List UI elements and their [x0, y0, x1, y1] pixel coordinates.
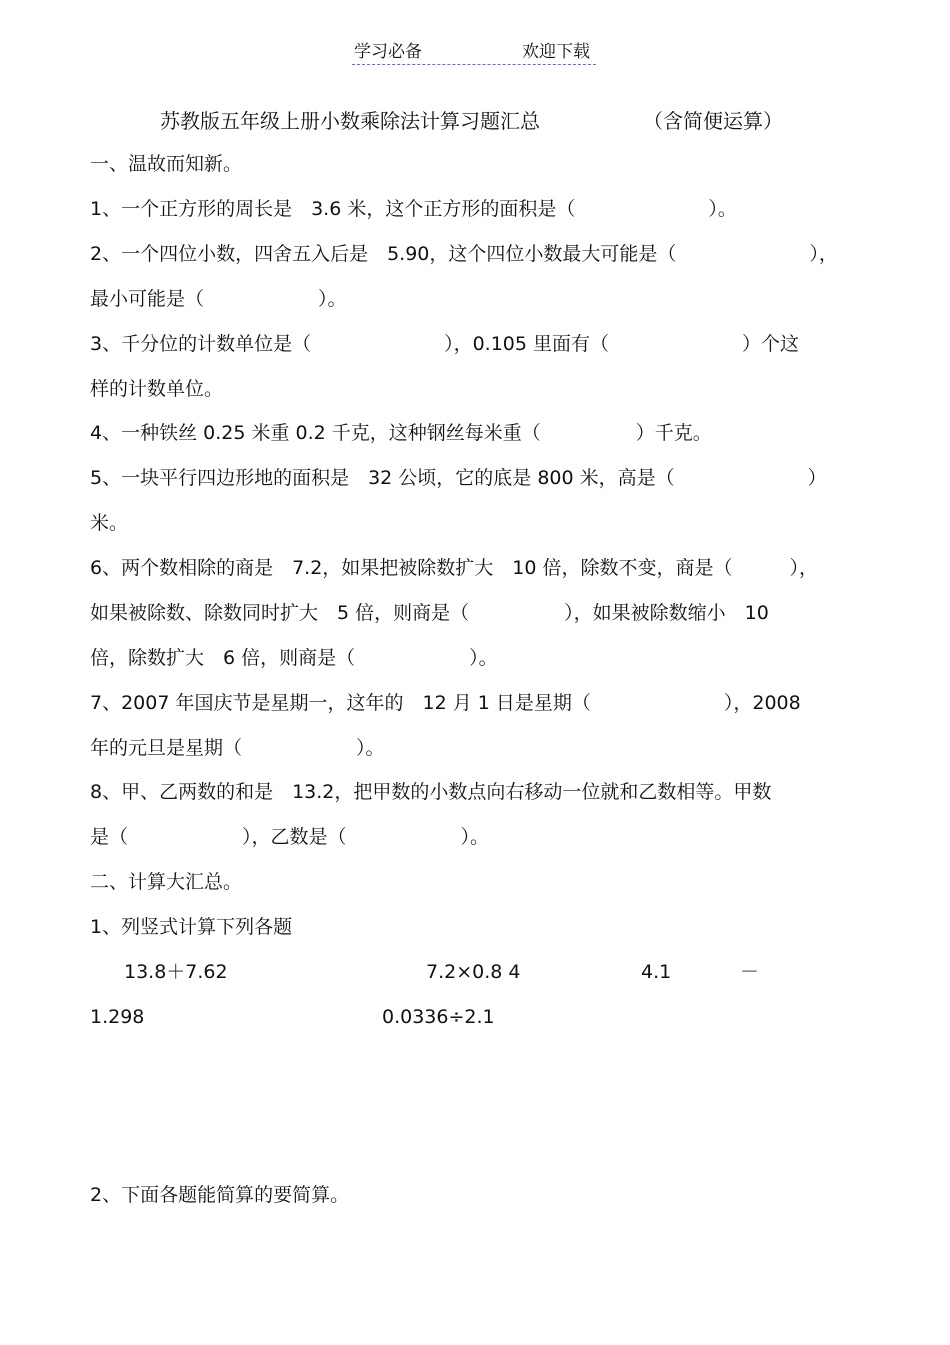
header-dashed-rule: [352, 64, 596, 65]
expression-3-part1: 4.1: [641, 961, 672, 983]
document-title-note: （含简便运算）: [643, 109, 783, 133]
question-4: 4、一种铁丝 0.25 米重 0.2 千克，这种钢丝每米重（ ）千克。: [90, 422, 712, 444]
question-3-line1: 3、千分位的计数单位是（ ），0.105 里面有（ ）个这: [90, 333, 800, 355]
question-6-line3: 倍，除数扩大 6 倍，则商是（ ）。: [90, 647, 498, 669]
part-2-title: 2、下面各题能简算的要简算。: [90, 1184, 350, 1206]
section1-heading: 一、温故而知新。: [90, 153, 243, 175]
question-5-line1: 5、一块平行四边形地的面积是 32 公顷，它的底是 800 米，高是（ ）: [90, 467, 827, 489]
header-left-text: 学习必备: [354, 42, 422, 62]
question-7-line1: 7、2007 年国庆节是星期一，这年的 12 月 1 日是星期（ ），2008: [90, 692, 801, 714]
question-2-line1: 2、一个四位小数，四舍五入后是 5.90，这个四位小数最大可能是（ ），: [90, 243, 838, 265]
question-5-line2: 米。: [90, 512, 129, 534]
question-8-line1: 8、甲、乙两数的和是 13.2，把甲数的小数点向右移动一位就和乙数相等。甲数: [90, 781, 772, 803]
question-3-line2: 样的计数单位。: [90, 378, 224, 400]
expression-2: 7.2×0.8 4: [426, 961, 521, 983]
question-2-line2: 最小可能是（ ）。: [90, 288, 347, 310]
expression-3-minus: －: [740, 961, 760, 983]
expression-3-part2: 1.298: [90, 1006, 145, 1028]
section2-heading: 二、计算大汇总。: [90, 871, 243, 893]
question-7-line2: 年的元旦是星期（ ）。: [90, 737, 385, 759]
question-6-line2: 如果被除数、除数同时扩大 5 倍，则商是（ ），如果被除数缩小 10: [90, 602, 769, 624]
expression-4: 0.0336÷2.1: [382, 1006, 495, 1028]
document-title: 苏教版五年级上册小数乘除法计算习题汇总: [160, 109, 540, 133]
expression-1: 13.8＋7.62: [124, 961, 228, 983]
question-6-line1: 6、两个数相除的商是 7.2，如果把被除数扩大 10 倍，除数不变，商是（ ），: [90, 557, 819, 579]
question-1: 1、一个正方形的周长是 3.6 米，这个正方形的面积是（ ）。: [90, 198, 737, 220]
part-1-title: 1、列竖式计算下列各题: [90, 916, 293, 938]
question-8-line2: 是（ ），乙数是（ ）。: [90, 826, 490, 848]
header-right-text: 欢迎下载: [522, 42, 590, 62]
